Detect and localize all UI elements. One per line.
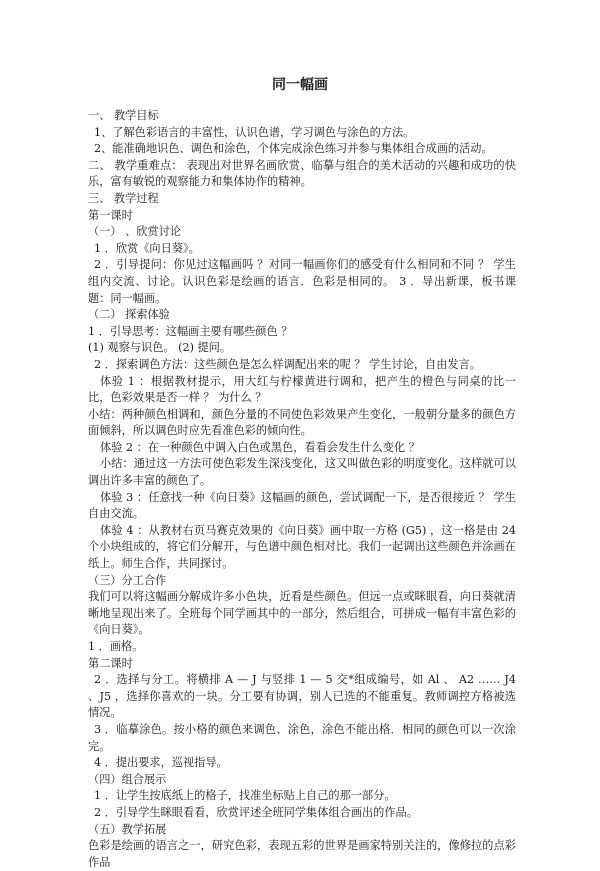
paragraph: 3 ．临摹涂色。按小格的颜色来调色、涂色，涂色不能出格．相同的颜色可以一次涂完。: [88, 722, 516, 753]
lesson-heading-second: 第二课时: [88, 656, 133, 670]
subsection-heading: （一） 、欣赏讨论: [88, 225, 182, 239]
paragraph: 我们可以将这幅画分解成许多小色块，近看是些颜色。但远一点或眯眼看，向日葵就清晰地呈现出来了。全班每个同学画其中的一部分，然后组合，可拼成一幅有丰富色彩的《向日葵》。: [88, 590, 516, 637]
paragraph: 1 ．让学生按底纸上的格子，找准坐标贴上自己的那一部分。: [94, 789, 396, 803]
document-body: [88, 108, 516, 871]
paragraph: 小结：两种颜色相调和，颜色分量的不同使色彩效果产生变化，一般朝分量多的颜色方面倾斜，所以调色时应先看准色彩的倾向性。: [88, 407, 516, 438]
paragraph: 小结：通过这一方法可使色彩发生深浅变化，这又叫做色彩的明度变化。这样就可以调出许多丰富的颜色了。: [88, 457, 516, 488]
paragraph: 体验 3 ：任意找一种《向日葵》这幅画的颜色，尝试调配一下，是否很接近 ？ 学生自由交流。: [88, 490, 516, 521]
paragraph: 1 ．画格。: [88, 640, 144, 653]
section-heading-objectives: 一、 教学目标: [88, 109, 159, 122]
paragraph: 2、能准确地识色、调色和涂色，个体完成涂色练习并参与集体组合成画的活动。: [94, 142, 493, 156]
lesson-heading-first: 第一课时: [88, 208, 133, 222]
paragraph: 1、了解色彩语言的丰富性，认识色谱，学习调色与涂色的方法。: [94, 125, 415, 139]
paragraph: 4 ．提出要求，巡视指导。: [94, 756, 228, 770]
paragraph: 色彩是绘画的语言之一，研究色彩，表现五彩的世界是画家特别关注的，像修拉的点彩作品: [88, 839, 516, 869]
paragraph: 体验 2 ：在一种颜色中调入白色或黑色，看看会发生什么变化 ？: [100, 440, 420, 454]
paragraph: (1) 观察与识色。 (2) 提问。: [88, 341, 232, 355]
paragraph: 2 ．引导学生眯眼看看，欣赏评述全班同学集体组合画出的作品。: [94, 805, 418, 819]
paragraph: 2 ．探索调色方法：这些颜色是怎么样调配出来的呢 ？ 学生讨论，自由发言。: [94, 357, 481, 371]
section-heading-process: 三、 教学过程: [88, 191, 159, 205]
subsection-heading: （五）教学拓展: [88, 822, 167, 836]
paragraph: 2 ．引导提问：你见过这幅画吗 ？对同一幅画你们的感受有什么相同和不同 ？ 学生组内交流、讨论。认识色彩是绘画的语言．色彩是相同的。 3 ．导出新课，板书课题：同一幅画。: [88, 258, 516, 305]
paragraph: 体验 1 ：根据教材提示，用大红与柠檬黄进行调和，把产生的橙色与同桌的比一比，色彩效果是否一样 ？ 为什么 ？: [88, 374, 516, 405]
paragraph: 2 ．选择与分工。将横排 A — J 与竖排 1 — 5 交*组成编号，如 Al 、 A2 …… J4 、J5 ，选择你喜欢的一块。分工要有协调，别人已选的不能重复。教师调控方格被选情况。: [88, 673, 516, 720]
page-title: 同一幅画: [272, 77, 328, 93]
subsection-heading: （二） 探索体验: [88, 308, 170, 322]
subsection-heading: （四）组合展示: [88, 772, 167, 786]
paragraph: 体验 4 ：从教材右页马赛克效果的《向日葵》画中取一方格 (G5) ，这一格是由 24 个小块组成的，将它们分解开，与色谱中颜色相对比。我们一起调出这些颜色并涂画在纸上。师生合作，共同探讨。: [88, 523, 516, 571]
paragraph: 1 ．欣赏《向日葵》。: [94, 241, 200, 255]
subsection-heading: （三）分工合作: [88, 573, 167, 587]
paragraph: 1 ．引导思考：这幅画主要有哪些颜色 ？: [88, 324, 293, 338]
section-heading-key-points: 二、 教学重难点： 表现出对世界名画欣赏、临摹与组合的美术活动的兴趣和成功的快乐，富有敏锐的观察能力和集体协作的精神。: [88, 158, 516, 189]
